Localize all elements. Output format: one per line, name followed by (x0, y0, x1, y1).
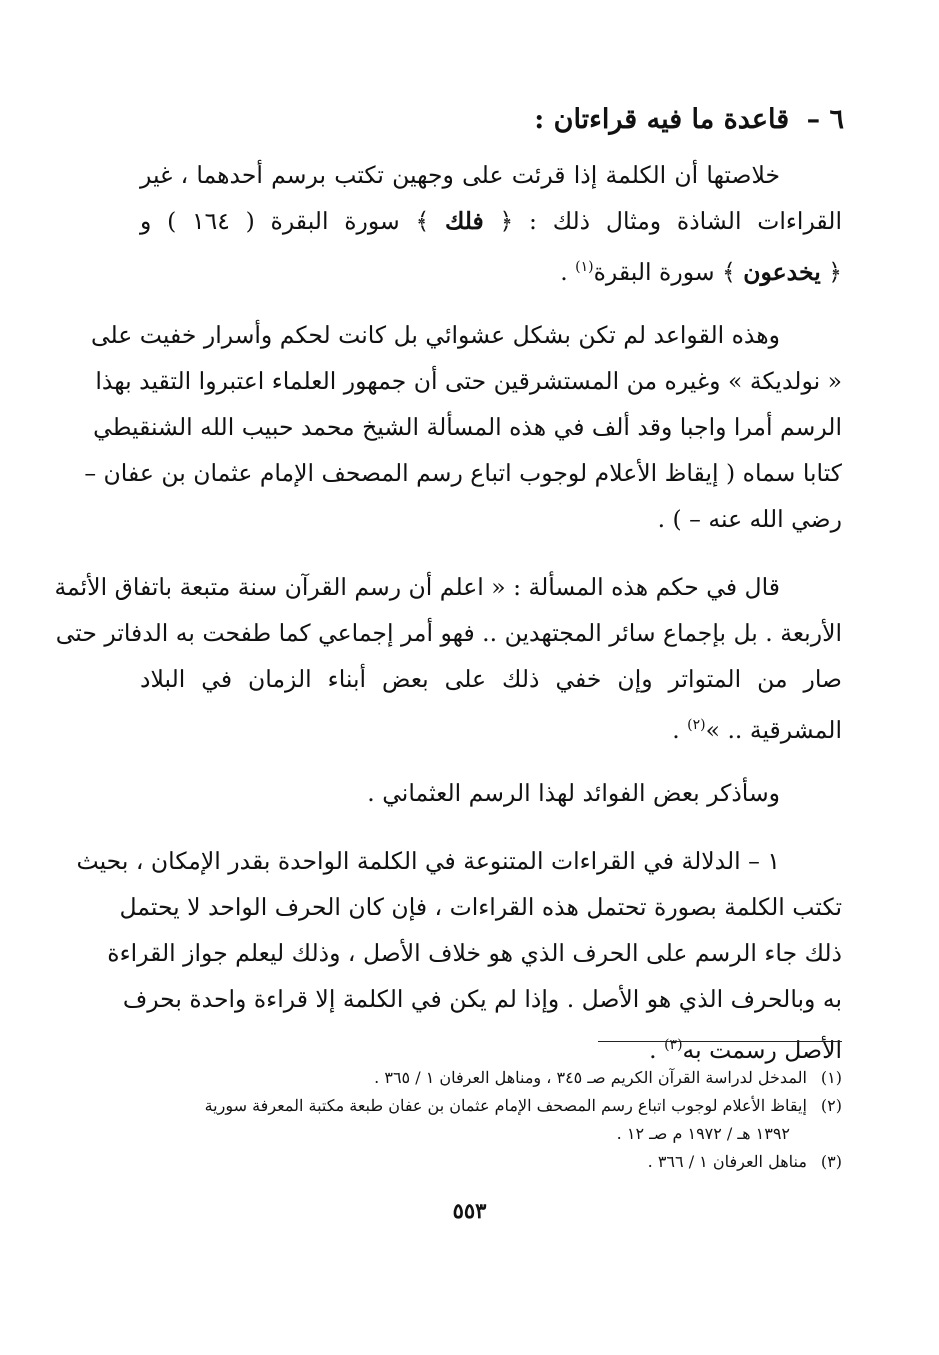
heading-title: قاعدة ما فيه قراءتان : (534, 104, 790, 135)
text-line: ﴿ يخدعون ﴾ سورة البقرة$^{(١)}$ . (560, 257, 842, 286)
section-heading (534, 104, 844, 135)
footnote-text: إيقاظ الأعلام لوجوب اتباع رسم المصحف الإمام عثمان بن عفان طبعة مكتبة المعرفة سورية (204, 1096, 807, 1115)
footnote-ref: (١) (575, 259, 594, 275)
text-line: وهذه القواعد لم تكن بشكل عشوائي بل كانت لحكم وأسرار خفيت على (90, 321, 780, 349)
paragraph-4 (140, 770, 842, 816)
text-line: الأربعة . بل بإجماع سائر المجتهدين .. فهو أمر إجماعي كما طفحت به الدفاتر حتى (55, 619, 842, 647)
heading-number: ٦ – (806, 104, 844, 135)
text-line: القراءات الشاذة ومثال ذلك : ﴿ فلك ﴾ سورة البقرة ( ١٦٤ ) و (140, 207, 842, 235)
footnotes (140, 1064, 842, 1176)
text-line: رضي الله عنه – ) . (657, 505, 842, 533)
footnote-text: مناهل العرفان ١ / ٣٦٦ . (647, 1152, 807, 1171)
footnote (140, 1064, 842, 1092)
text-line: الأصل رسمت به$^{(٣)}$ . (649, 1035, 842, 1064)
text-line: ١ – الدلالة في القراءات المتنوعة في الكلمة الواحدة بقدر الإمكان ، بحيث (76, 847, 780, 875)
text-line: صار من المتواتر وإن خفي ذلك على بعض أبناء الزمان في البلاد (140, 665, 842, 693)
text-line: المشرقية .. »$^{(٢)}$ . (672, 715, 842, 744)
paragraph-1 (140, 152, 842, 290)
footnote-number: (١) (820, 1068, 842, 1087)
footnote-ref: (٣) (664, 1037, 683, 1053)
text-line: به وبالحرف الذي هو الأصل . وإذا لم يكن في الكلمة إلا قراءة واحدة بحرف (122, 985, 842, 1013)
main-text (54, 152, 842, 1068)
text-line: تكتب الكلمة بصورة تحتمل هذه القراءات ، فإن كان الحرف الواحد لا يحتمل (119, 893, 842, 921)
footnote-number: (٣) (820, 1152, 842, 1171)
page-number: ٥٥٣ (452, 1198, 487, 1223)
quoted-word: فلك (444, 207, 484, 235)
text-line: خلاصتها أن الكلمة إذا قرئت على وجهين تكتب برسم أحدهما ، غير (140, 161, 780, 189)
text-line: « نولديكة » وغيره من المستشرقين حتى أن جمهور العلماء اعتبروا التقيد بهذا (95, 367, 842, 395)
footnote-continuation: ١٣٩٢ هـ / ١٩٧٢ م صـ ١٢ . (616, 1124, 790, 1143)
quoted-word: يخدعون (743, 257, 821, 286)
text-line: ذلك جاء الرسم على الحرف الذي هو خلاف الأصل ، وذلك ليعلم جواز القراءة (107, 939, 842, 967)
paragraph-5 (76, 838, 842, 1068)
paragraph-3 (54, 564, 842, 748)
footnote-text: المدخل لدراسة القرآن الكريم صـ ٣٤٥ ، ومناهل العرفان ١ / ٣٦٥ . (374, 1068, 807, 1087)
footnote (140, 1148, 842, 1176)
text-line: قال في حكم هذه المسألة : « اعلم أن رسم القرآن سنة متبعة باتفاق الأئمة (54, 573, 780, 601)
footnote-number: (٢) (820, 1096, 842, 1115)
paragraph-2 (84, 312, 842, 542)
footnote (140, 1092, 842, 1120)
text-line: الرسم أمرا واجبا وقد ألف في هذه المسألة الشيخ محمد حبيب الله الشنقيطي (93, 413, 842, 441)
text-line: وسأذكر بعض الفوائد لهذا الرسم العثماني . (367, 779, 780, 807)
footnote-ref: (٢) (687, 717, 706, 733)
footnote-separator (598, 1041, 842, 1042)
text-line: كتابا سماه ( إيقاظ الأعلام لوجوب اتباع رسم المصحف الإمام عثمان بن عفان – (84, 459, 842, 487)
